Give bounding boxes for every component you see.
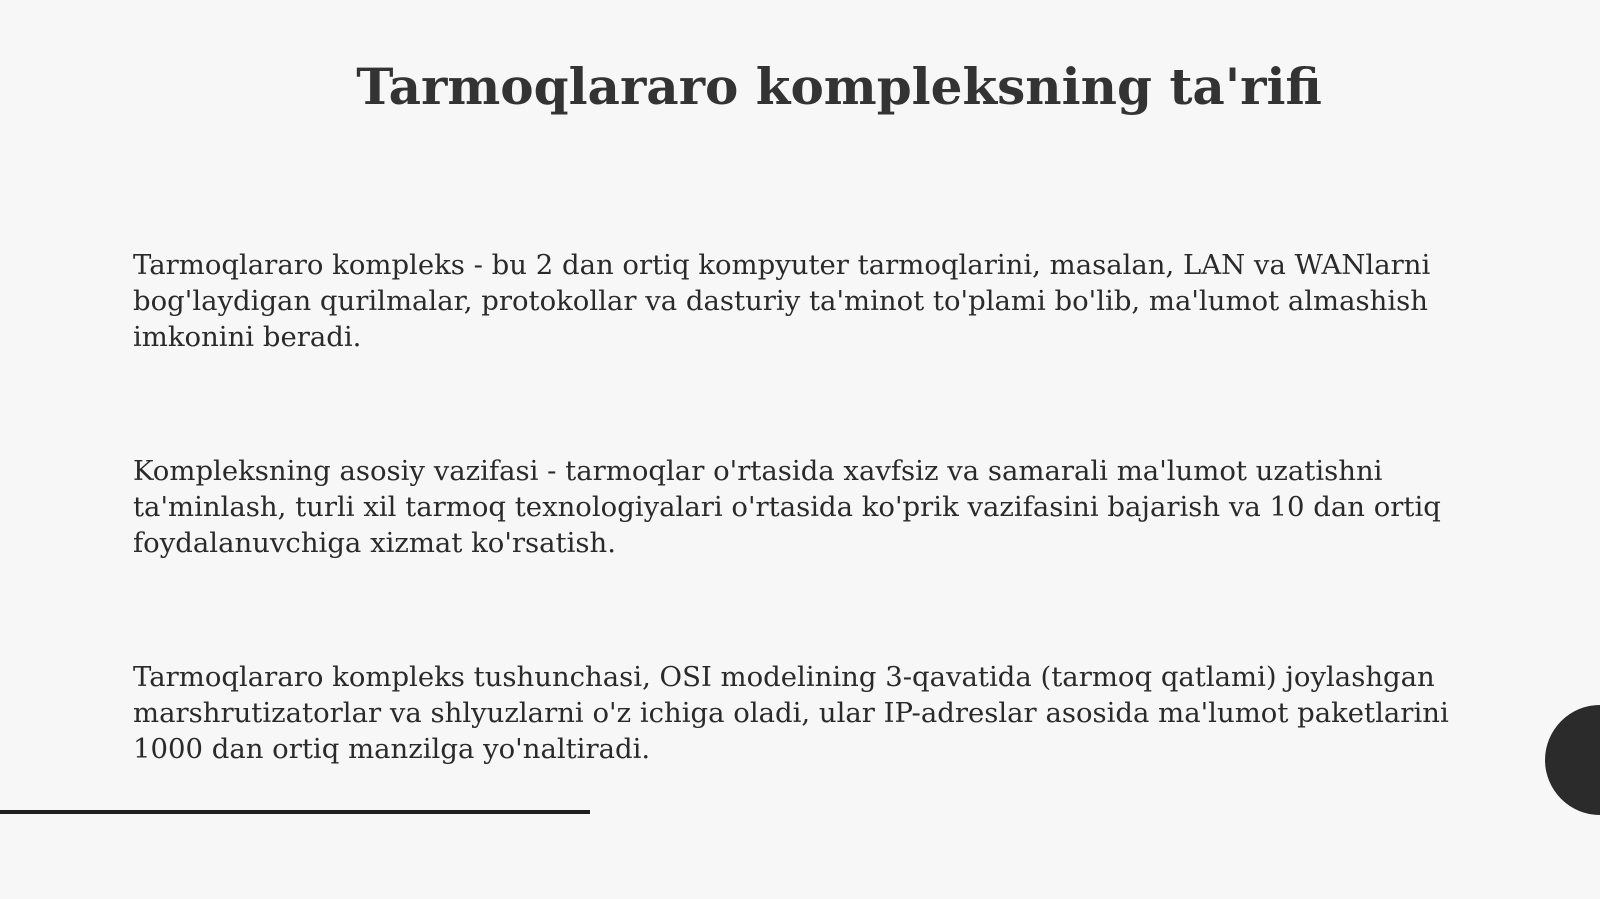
paragraph-main-function: Kompleksning asosiy vazifasi - tarmoqlar o'rtasida xavfsiz va samarali ma'lumot uzatishni ta'minlash, turli xil tarmoq texnologiyalari o'rtasida ko'prik vazifasini bajarish va 10 dan ortiq foydalanuvchiga xizmat ko'rsatish. xyxy=(133,455,1441,559)
slide-title: Tarmoqlararo kompleksning ta'rifi xyxy=(356,57,1322,116)
paragraph-concept: Tarmoqlararo kompleks tushunchasi, OSI modelining 3-qavatida (tarmoq qatlami) joylashgan marshrutizatorlar va shlyuzlarni o'z ichiga oladi, ular IP-adreslar asosida ma'lumot paketlarini 1000 dan ortiq manzilga yo'naltiradi. xyxy=(133,661,1449,765)
decorative-divider-line xyxy=(0,810,590,814)
paragraph-definition: Tarmoqlararo kompleks - bu 2 dan ortiq kompyuter tarmoqlarini, masalan, LAN va WANlarni bog'laydigan qurilmalar, protokollar va dasturiy ta'minot to'plami bo'lib, ma'lumot almashish imkonini beradi. xyxy=(133,249,1431,353)
decorative-half-circle xyxy=(1545,705,1600,815)
slide-body xyxy=(133,247,1503,865)
